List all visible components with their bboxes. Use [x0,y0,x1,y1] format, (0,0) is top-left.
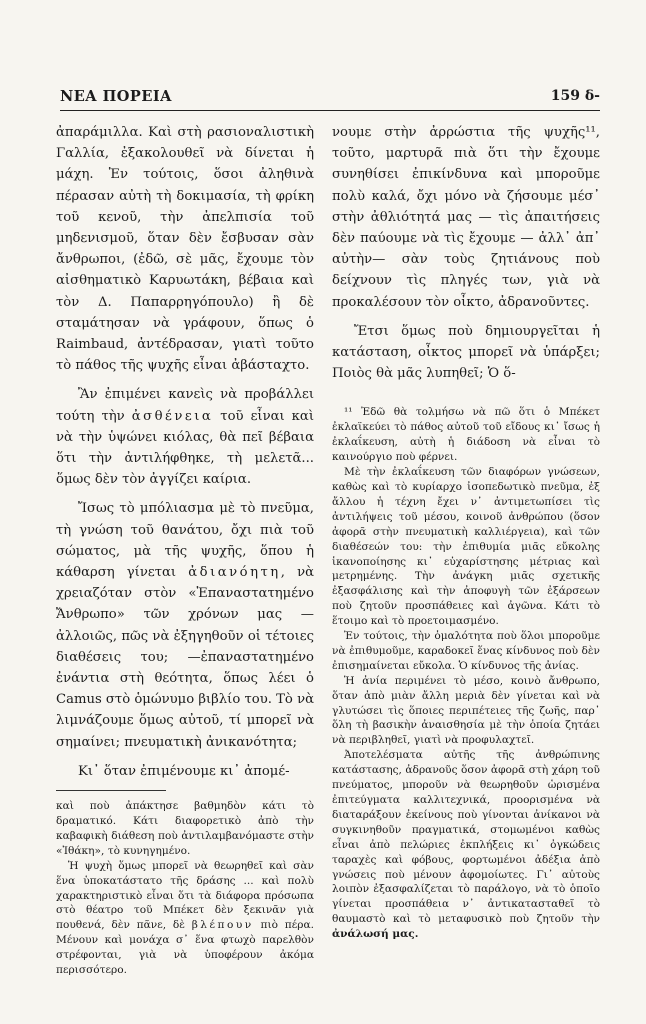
paragraph: Κι᾽ ὅταν ἐπιμένουμε κι᾽ ἀπομέ- [78,763,290,779]
paragraph: ἀπαράμιλλα. Καὶ στὴ ρασιοναλιστικὴ Γαλλία, ἐξακολουθεῖ νὰ δίνεται ἡ μάχη. Ἐν τούτοις, ὅσοι ἀληθινὰ πέρασαν αὐτὴ τὴ δοκιμασία, τὴ φρίκη τοῦ κενοῦ, τὴν ἀπελπισία τοῦ μηδενισμοῦ, ὅταν δὲν ἔσβυσαν σὰν ἄνθρωποι, (ἐδῶ, σὲ μᾶς, ἔχουμε τὸν αἰσθηματικὸ Καρυωτάκη, βέβαια καὶ τὸν Δ. Παπαρρηγόπουλο) ἢ δὲ σταμάτησαν νὰ γράφουν, ὅπως ὁ Raimbaud, ἀντέδρασαν, γιατὶ τοῦτο τὸ πάθος τῆς ψυχῆς εἶναι ἀβάσταχτο. [56,125,314,374]
footnote-paragraph: Ἐν τούτοις, τὴν ὁμαλότητα ποὺ ὅλοι μποροῦμε νὰ ἐπιθυμοῦμε, καραδοκεῖ ἕνας κίνδυνος ποὺ δὲν ἐπισημαίνεται εὔκολα. Ὁ κίνδυνος τῆς ἀνίας. [332,630,600,672]
paragraph: Ἴσως τὸ μπόλιασμα μὲ τὸ πνεῦμα, τὴ γνώση τοῦ θανάτου, ὄχι πιὰ τοῦ σώματος, μὰ τῆς ψυχῆς, ὅπου ἡ κάθαρση γίνεται ἀδιανόητη, νὰ χρειαζόταν στὸν «Ἐπαναστατημένο Ἄνθρωπο» τῶν χρόνων μας —ἀλλοιῶς, πῶς νὰ ἐξηγηθοῦν οἱ τέτοιες διαθέσεις του; —ἐπαναστατημένο ἐνάντια στὴ θεότητα, ὅπως λέει ὁ Camus στὸ ὁμώνυμο βιβλίο του. Τὸ νὰ λιμνάζουμε ὅμως αὐτοῦ, τί μπορεῖ νὰ σημαίνει; πνευματικὴ ἀνικανότητα; [56,501,314,750]
paragraph: νουμε στὴν ἀρρώστια τῆς ψυχῆς¹¹, τοῦτο, μαρτυρᾶ πιὰ ὅτι τὴν ἔχουμε συνηθίσει ἐπικίνδυνα καὶ μποροῦμε πολὺ καλά, ὄχι μόνο νὰ ζήσουμε μέσ᾽ στὴν ἀθλιότητά μας — τὶς ἀπαιτήσεις δὲν παύουμε νὰ τὶς ἔχουμε — ἀλλ᾽ ἀπ᾽ αὐτὴν— σὰν τοὺς ζητιάνους ποὺ δείχνουν τὶς πληγές των, γιὰ νὰ προκαλέσουν τὸν οἶκτο, ἀδρανοῦντες. [332,125,600,310]
left-column [56,122,314,978]
footnote-paragraph: Ἡ ἀνία περιμένει τὸ μέσο, κοινὸ ἄνθρωπο, ὅταν ἀπὸ μιὰν ἄλλη μεριὰ δὲν γίνεται καὶ νὰ γλυτώσει τὶς ὅποιες περιπέτειες τῆς ζωῆς, παρ᾽ ὅλη τὴ βασικὴν ἀναισθησία μὲ τὴν ὁποία ζητάει νὰ περιβληθεῖ, γιατὶ νὰ προφυλαχτεῖ. [332,674,600,747]
footnote-paragraph: ¹¹ Ἐδῶ θὰ τολμήσω νὰ πῶ ὅτι ὁ Μπέκετ ἐκλαϊκεύει τὸ πάθος αὐτοῦ τοῦ εἴδους κι᾽ ἴσως ἡ ἐκλαΐκευση, αὐτὴ ἡ διάδοση νὰ εἶναι τὸ καινούργιο ποὺ φέρνει. [332,406,600,464]
footnote-paragraph: Μὲ τὴν ἐκλαΐκευση τῶν διαφόρων γνώσεων, καθὼς καὶ τὸ κυρίαρχο ἰσοπεδωτικὸ πνεῦμα, ἐξ ἄλλου ἡ τέχνη ἔχει ν᾽ ἀντιμετωπίσει τὶς ἀντιλήψεις τοῦ μέσου, κοινοῦ ἀνθρώπου (ὅσον ἀφορᾶ στὴν πνευματικὴ καλλιέργεια), καὶ τῶν διαθέσεών του: τὴν ἐπιθυμία μιᾶς εὔκολης ἱκανοποίησης κι᾽ εὐχαρίστησης μέτριας καὶ μετρημένης. Τὴν ἀνάγκη μιᾶς σχετικῆς ἐξασφάλισης καὶ τὴν ἀποφυγὴ τῶν ἐξάρσεων ποὺ ζητοῦν προσπάθειες καὶ ἀγῶνα. Κάτι τὸ ἕτοιμο καὶ τὸ προετοιμασμένο. [332,466,600,628]
left-main-text [56,122,314,782]
journal-title: ΝΕΑ ΠΟΡΕΙΑ [60,88,172,105]
running-header [60,88,600,112]
footnote-paragraph: καὶ ποὺ ἀπάκτησε βαθμηδὸν κάτι τὸ δραματικό. Κάτι διαφορετικὸ ἀπὸ τὴν καβαφικὴ διάθεση ποὺ ἀντιλαμβανόμαστε στὴν «Ἰθάκη», τὸ κυνηγημένο. [56,800,314,857]
right-main-text [332,122,600,384]
footnote-paragraph: Ἀποτελέσματα αὐτῆς τῆς ἀνθρώπινης κατάστασης, ἀδρανοῦς ὅσον ἀφορᾶ στὴ χάρη τοῦ πνεύματος, μποροῦν νὰ θεωρηθοῦν ὡρισμένα ἐπιτεύγματα καλλιτεχνικά, προορισμένα νὰ διαταράξουν ἐκείνους ποὺ γίνονται ἀνίκανοι νὰ συγκινηθοῦν πραγματικά, στομωμένοι καθὼς εἶναι ἀπὸ πελώριες ἐκπλήξεις κι᾽ ὀγκώδεις ταραχὲς καὶ φόβους, φορτωμένοι ἀδέξια ἀπὸ γνώσεις ποὺ μένουν ἀφομοίωτες. Γι᾽ αὐτοὺς λοιπὸν ἐξασφαλίζεται τὸ παράλογο, νὰ τὸ ὁποῖο γίνεται προσπάθεια ν᾽ ἀντικατασταθεῖ τὸ θαυμαστὸ καὶ τὸ μεταφυσικὸ ποὺ ζητοῦν τὴν ἀνάλωσή μας. [332,749,600,941]
bold-emphasis: ἀνάλωσή μας. [332,928,419,941]
footnote-paragraph: Ἡ ψυχὴ ὅμως μπορεῖ νὰ θεωρηθεῖ καὶ σὰν ἕνα ὑποκατάστατο τῆς δράσης ... καὶ πολὺ χαρακτηριστικὸ εἶναι ὅτι τὰ διάφορα πρόσωπα στὸ θέατρο τοῦ Μπέκετ δὲν ξεκινᾶν γιὰ πουθενά, δὲν πᾶνε, δὲ βλέπουν πιὸ πέρα. Μένουν καὶ μονάχα σ᾽ ἕνα φτωχὸ παρελθὸν στρέφονται, γιὰ νὰ ὑποφέρουν ἀκόμα περισσότερο. [56,859,314,977]
spaced-emphasis: ἀσθένεια [131,408,214,424]
spaced-emphasis: ἀδιανόητη [188,565,281,581]
spaced-emphasis: βλέπουν [191,919,254,932]
page-number: 159 δ- [550,88,600,104]
header-rule [60,110,600,111]
left-footnotes [56,799,314,978]
footnote-rule [56,790,166,791]
paragraph: Ἂν ἐπιμένει κανεὶς νὰ προβάλλει τούτη τὴν ἀσθένεια τοῦ εἶναι καὶ νὰ τὴν ὑψώνει κιόλας, θὰ πεῖ βέβαια ὅτι τὴν ἀντιλήφθηκε, τὴ μελετᾶ... ὅμως δὲν τὸν ἀγγίζει καίρια. [56,387,314,488]
right-column [332,122,600,942]
paragraph: Ἔτσι ὅμως ποὺ δημιουργεῖται ἡ κατάσταση, οἶκτος μπορεῖ νὰ ὑπάρξει; Ποιὸς θὰ μᾶς λυπηθεῖ; Ὁ ὅ- [332,323,600,382]
right-footnotes [332,405,600,942]
